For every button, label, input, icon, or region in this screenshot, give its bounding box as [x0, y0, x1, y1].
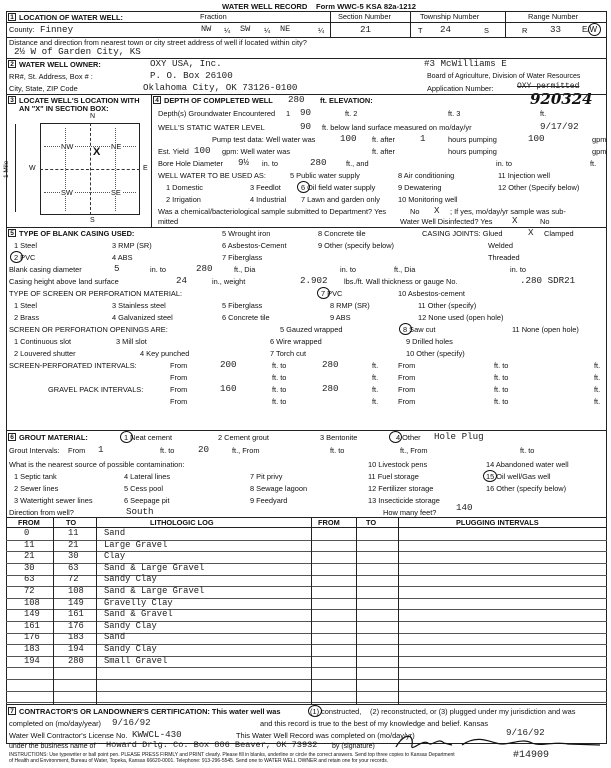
- grout-material-label: GROUT MATERIAL:: [19, 433, 88, 442]
- contam-15-circled: [483, 470, 497, 482]
- well-location-x-mark: X: [93, 146, 101, 158]
- static-level-label: WELL'S STATIC WATER LEVEL: [158, 123, 265, 132]
- screen-material-label: TYPE OF SCREEN OR PERFORATION MATERIAL:: [9, 289, 183, 298]
- compass-w: W: [29, 165, 36, 172]
- constructed-circled: [308, 705, 322, 717]
- chemical-no-mark: X: [434, 205, 440, 216]
- locate-label-2: AN "X" IN SECTION BOX:: [19, 104, 109, 113]
- log-lithology-cell: Sand: [104, 528, 126, 538]
- pump-test-level: 100: [340, 133, 357, 144]
- log-lithology-cell: Gravelly Clay: [104, 597, 173, 608]
- locate-label: LOCATE WELL'S LOCATION WITH: [19, 96, 140, 105]
- section-6-number: 6: [8, 433, 16, 441]
- log-to-cell: 183: [68, 632, 84, 643]
- section-1-number: 1: [8, 13, 16, 21]
- log-to-cell: 176: [68, 620, 84, 631]
- blank-depth-value: 280: [196, 263, 213, 274]
- gravel-pack-to: 280: [322, 383, 339, 394]
- grout-interval-from: 1: [98, 444, 104, 455]
- log-lithology-cell: Clay: [104, 551, 126, 562]
- distance-label: Distance and direction from nearest town or city street address of well if located within city?: [9, 38, 307, 47]
- fraction-2: SW: [240, 24, 251, 34]
- owner-label: WATER WELL OWNER:: [19, 60, 101, 69]
- water-use-label: WELL WATER TO BE USED AS:: [158, 171, 266, 180]
- opening-8-circled: [399, 323, 412, 335]
- gravel-pack-from: 160: [220, 383, 237, 394]
- log-header-to-2: TO: [366, 518, 377, 527]
- log-from-cell: 149: [24, 609, 40, 620]
- log-from-cell: 176: [24, 632, 40, 643]
- log-lithology-cell: Sand: [104, 632, 126, 643]
- disinfected-label: Water Well Disinfected? Yes: [400, 217, 493, 226]
- east-west-indicator: E/W: [582, 25, 598, 34]
- log-lithology-cell: Sandy Clay: [104, 620, 157, 631]
- blank-casing-label: TYPE OF BLANK CASING USED:: [19, 229, 135, 238]
- casing-joints-label: CASING JOINTS: Glued: [422, 229, 503, 238]
- contamination-label: What is the nearest source of possible contamination:: [9, 460, 185, 469]
- screen-interval-to: 280: [322, 359, 339, 370]
- section-4-number: 4: [153, 96, 161, 104]
- bore-depth-value: 280: [310, 157, 327, 168]
- application-struck-value: OXY permitted: [517, 82, 580, 91]
- log-from-cell: 161: [24, 620, 40, 631]
- certification-label: CONTRACTOR'S OR LANDOWNER'S CERTIFICATION: This water well was: [19, 707, 281, 716]
- compass-s: S: [90, 217, 95, 224]
- fraction-1: NW: [201, 24, 212, 34]
- gravel-pack-label: GRAVEL PACK INTERVALS:: [48, 385, 144, 394]
- well-name-value: #3 McWilliams E: [424, 58, 507, 69]
- mile-label: 1 Mile: [3, 160, 10, 178]
- log-lithology-cell: Large Gravel: [104, 539, 168, 550]
- section-value: 21: [360, 24, 372, 35]
- log-lithology-cell: Sand & Gravel: [104, 609, 173, 620]
- log-header-plugging: PLUGGING INTERVALS: [456, 518, 539, 527]
- grout-interval-to: 20: [198, 444, 210, 455]
- range-number-label: Range Number: [528, 12, 579, 21]
- log-header-from: FROM: [18, 518, 40, 527]
- business-name-value: Howard Drlg. Co. Box 806 Beaver, OK 73932: [106, 740, 318, 750]
- screen-intervals-label: SCREEN-PERFORATED INTERVALS:: [9, 361, 137, 370]
- groundwater-1-value: 90: [300, 107, 312, 118]
- address-label: RR#, St. Address, Box # :: [9, 72, 93, 81]
- record-completed-value: 9/16/92: [506, 727, 545, 738]
- log-from-cell: 21: [24, 551, 35, 562]
- static-level-date: 9/17/92: [540, 121, 579, 132]
- contractor-signature: [392, 731, 606, 753]
- constructed-selected: (1) constructed,: [310, 707, 362, 716]
- log-header-from-2: FROM: [318, 518, 340, 527]
- instructions-line-1: INSTRUCTIONS: Use typewriter or ball point pen. PLEASE PRESS FIRMLY and PRINT clearly. Please fill in blanks, underline or circle the correct answers. Send top three copies to Kansas Department: [9, 752, 455, 758]
- section-3-number: 3: [8, 96, 16, 104]
- fraction-3: NE: [280, 24, 291, 34]
- section-number-label: Section Number: [338, 12, 391, 21]
- log-header-to: TO: [66, 518, 77, 527]
- casing-height-label: Casing height above land surface: [9, 277, 119, 286]
- board-label: Board of Agriculture, Division of Water Resources: [427, 73, 581, 80]
- business-name-label: under the business name of: [9, 743, 96, 750]
- blank-diameter-value: 5: [114, 263, 120, 274]
- groundwater-label: Depth(s) Groundwater Encountered: [158, 109, 276, 118]
- log-to-cell: 108: [68, 586, 84, 596]
- direction-label: Direction from well?: [9, 508, 74, 517]
- log-lithology-cell: Sandy Clay: [104, 574, 157, 585]
- county-label: County:: [9, 25, 35, 34]
- section-5-number: 5: [8, 229, 16, 237]
- how-many-feet-label: How many feet?: [383, 508, 437, 517]
- section-7-number: 7: [8, 707, 16, 715]
- use-oil-field-selected: 6 Oil field water supply: [301, 183, 376, 192]
- log-lithology-cell: Sandy Clay: [104, 644, 157, 654]
- quadrant-se: SE: [111, 188, 121, 197]
- screen-pvc-selected: 7 PVC: [321, 289, 343, 298]
- wall-gauge-value: .280 SDR21: [520, 275, 576, 286]
- casing-pvc-selected: 2 PVC: [14, 253, 36, 262]
- log-to-cell: 161: [68, 609, 84, 620]
- elevation-label: ft. ELEVATION:: [320, 96, 373, 105]
- yield-value: 100: [194, 145, 211, 156]
- screen-interval-from: 200: [220, 359, 237, 370]
- casing-weight-value: 2.902: [300, 275, 328, 286]
- how-many-feet-value: 140: [456, 502, 473, 513]
- completed-on-value: 9/16/92: [112, 717, 151, 728]
- log-from-cell: 11: [24, 539, 35, 550]
- west-circled-mark: [588, 23, 601, 36]
- owner-value: OXY USA, Inc.: [150, 58, 222, 69]
- quadrant-sw: SW: [61, 188, 73, 197]
- quadrant-nw: NW: [61, 142, 74, 151]
- static-level-value: 90: [300, 121, 312, 132]
- distance-value: 2½ W of Garden City, KS: [14, 46, 141, 57]
- log-header-lithologic: LITHOLOGIC LOG: [150, 518, 214, 527]
- openings-label: SCREEN OR PERFORATION OPENINGS ARE:: [9, 325, 168, 334]
- document-number: #14909: [513, 750, 550, 761]
- license-label: Water Well Contractor's License No.: [9, 731, 128, 740]
- quadrant-ne: NE: [111, 142, 122, 151]
- log-to-cell: 280: [68, 655, 84, 666]
- grout-other-value: Hole Plug: [434, 431, 484, 442]
- log-from-cell: 63: [24, 574, 35, 585]
- casing-2-circled: [10, 251, 23, 263]
- log-from-cell: 30: [24, 562, 35, 573]
- fraction-label: Fraction: [200, 12, 227, 21]
- yield-label: Est. Yield: [158, 147, 189, 156]
- bore-diameter-value: 9½: [238, 157, 250, 168]
- log-to-cell: 30: [68, 551, 79, 562]
- blank-diameter-label: Blank casing diameter: [9, 265, 82, 274]
- log-lithology-cell: Sand & Large Gravel: [104, 562, 205, 573]
- log-from-cell: 0: [24, 528, 30, 538]
- contam-oil-gas-selected: 15 Oil well/Gas well: [486, 472, 551, 481]
- log-to-cell: 21: [68, 539, 79, 550]
- pump-test-hours: 1: [420, 133, 426, 144]
- address-value: P. O. Box 26100: [150, 70, 233, 81]
- grout-neat-cement-selected: 1 Neat cement: [124, 433, 173, 442]
- compass-e: E: [143, 165, 148, 172]
- log-lithology-cell: Small Gravel: [104, 655, 168, 666]
- bore-diameter-label: Bore Hole Diameter: [158, 159, 223, 168]
- completed-on-label: completed on (mo/day/year): [9, 719, 102, 728]
- application-handwritten-value: 920324: [530, 90, 593, 108]
- city-label: City, State, ZIP Code: [9, 84, 78, 93]
- section-2-number: 2: [8, 60, 16, 68]
- pump-test-label: Pump test data: Well water was: [212, 135, 316, 144]
- log-to-cell: 72: [68, 574, 79, 585]
- county-value: Finney: [40, 24, 74, 35]
- log-to-cell: 194: [68, 644, 84, 654]
- grout-1-circled: [120, 431, 133, 443]
- ksa-reference: KSA 82a-1212: [366, 2, 416, 11]
- grout-intervals-label: Grout Intervals:: [9, 446, 60, 455]
- chemical-sample-label: Was a chemical/bacteriological sample submitted to Department? Yes: [158, 207, 387, 216]
- log-from-cell: 183: [24, 644, 40, 654]
- use-6-circled: [297, 181, 310, 193]
- city-value: Oklahoma City, OK 73126-0100: [143, 82, 298, 93]
- opening-saw-cut-selected: 8 Saw cut: [403, 325, 436, 334]
- range-value: 33: [550, 24, 562, 35]
- log-from-cell: 72: [24, 586, 35, 596]
- log-to-cell: 11: [68, 528, 79, 538]
- grout-4-circled: [389, 431, 402, 443]
- screen-7-circled: [317, 287, 330, 299]
- application-label: Application Number:: [427, 84, 494, 93]
- pump-test-gpm: 100: [528, 133, 545, 144]
- compass-n: N: [90, 113, 96, 120]
- disinfected-yes-mark: X: [512, 215, 518, 226]
- instructions-line-2: of Health and Environment, Bureau of Water, Topeka, Kansas 66620-0001. Telephone: 913-296-5545. Send one to WATER WELL OWNER and retain one for your records.: [9, 758, 389, 764]
- log-from-cell: 108: [24, 597, 40, 608]
- log-lithology-cell: Sand & Large Gravel: [104, 586, 205, 596]
- township-number-label: Township Number: [420, 12, 480, 21]
- direction-value: South: [126, 506, 154, 517]
- township-value: 24: [440, 24, 452, 35]
- license-value: KWWCL-430: [132, 729, 182, 740]
- log-to-cell: 63: [68, 562, 79, 573]
- glued-mark: X: [528, 227, 534, 238]
- depth-value: 280: [288, 94, 305, 105]
- casing-height-value: 24: [176, 275, 188, 286]
- form-title: WATER WELL RECORD: [222, 2, 308, 11]
- log-to-cell: 149: [68, 597, 84, 608]
- location-label: LOCATION OF WATER WELL:: [19, 13, 123, 22]
- depth-label: DEPTH OF COMPLETED WELL: [164, 96, 273, 105]
- form-number: Form WWC-5: [316, 2, 364, 11]
- log-from-cell: 194: [24, 655, 40, 666]
